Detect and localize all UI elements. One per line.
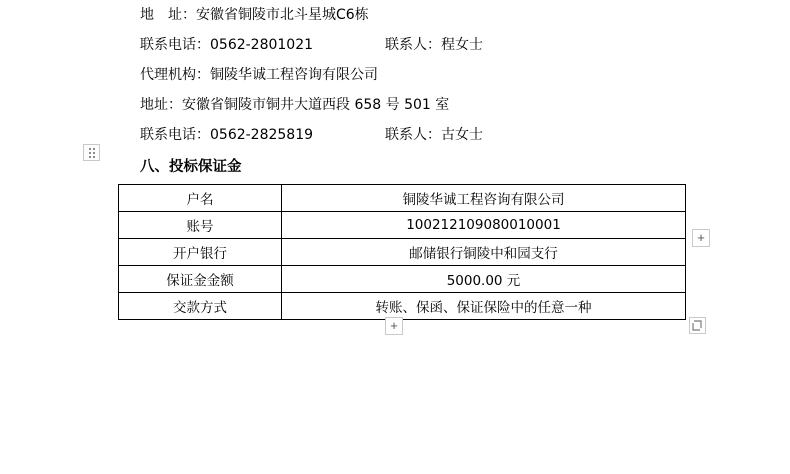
paragraph-label: 联系电话： <box>140 126 210 143</box>
drag-handle-icon[interactable] <box>83 144 100 161</box>
table-row[interactable] <box>119 239 686 266</box>
table-cell-value[interactable]: 5000.00 元 <box>282 266 686 293</box>
table-resize-handle-icon[interactable] <box>689 317 706 334</box>
table-row[interactable] <box>119 266 686 293</box>
paragraph-value: 安徽省铜陵市铜井大道西段 658 号 501 室 <box>182 96 450 113</box>
document-body <box>118 0 718 320</box>
paragraph-label: 地址： <box>140 96 182 113</box>
table-row[interactable] <box>119 212 686 239</box>
paragraph-value: 0562-2801021 <box>210 36 314 53</box>
paragraph-second-label: 联系人： <box>385 126 442 143</box>
paragraph-second-value: 古女士 <box>441 126 484 143</box>
add-column-button[interactable]: + <box>692 229 710 247</box>
paragraph-phone-1[interactable] <box>118 30 718 60</box>
table-cell-key[interactable]: 保证金金额 <box>119 266 282 293</box>
table-row[interactable] <box>119 293 686 320</box>
grip-dots-icon <box>89 148 95 158</box>
paragraph-value: 安徽省铜陵市北斗星城C6栋 <box>196 6 369 23</box>
paragraph-label: 联系电话： <box>140 36 210 53</box>
table-row[interactable] <box>119 185 686 212</box>
paragraph-value: 0562-2825819 <box>210 126 314 143</box>
table-cell-value[interactable]: 邮储银行铜陵中和园支行 <box>282 239 686 266</box>
bid-deposit-table[interactable] <box>118 184 686 320</box>
paragraph-second-value: 程女士 <box>441 36 484 53</box>
add-row-button[interactable]: + <box>385 317 403 335</box>
table-cell-value[interactable]: 转账、保函、保证保险中的任意一种 <box>282 293 686 320</box>
table-cell-key[interactable]: 账号 <box>119 212 282 239</box>
paragraph-address-2[interactable] <box>118 90 718 120</box>
paragraph-value: 铜陵华诚工程咨询有限公司 <box>210 66 378 83</box>
paragraph-label: 地 址： <box>140 6 196 23</box>
table-cell-value[interactable]: 100212109080010001 <box>282 212 686 239</box>
paragraph-agency[interactable] <box>118 60 718 90</box>
paragraph-label: 代理机构： <box>140 66 210 83</box>
paragraph-phone-2[interactable] <box>118 120 718 150</box>
section-heading: 八、投标保证金 <box>140 158 242 175</box>
table-cell-key[interactable]: 户名 <box>119 185 282 212</box>
table-cell-value[interactable]: 铜陵华诚工程咨询有限公司 <box>282 185 686 212</box>
table-cell-key[interactable]: 开户银行 <box>119 239 282 266</box>
paragraph-address-1[interactable] <box>118 0 718 30</box>
paragraph-second-label: 联系人： <box>385 36 442 53</box>
table-cell-key[interactable]: 交款方式 <box>119 293 282 320</box>
